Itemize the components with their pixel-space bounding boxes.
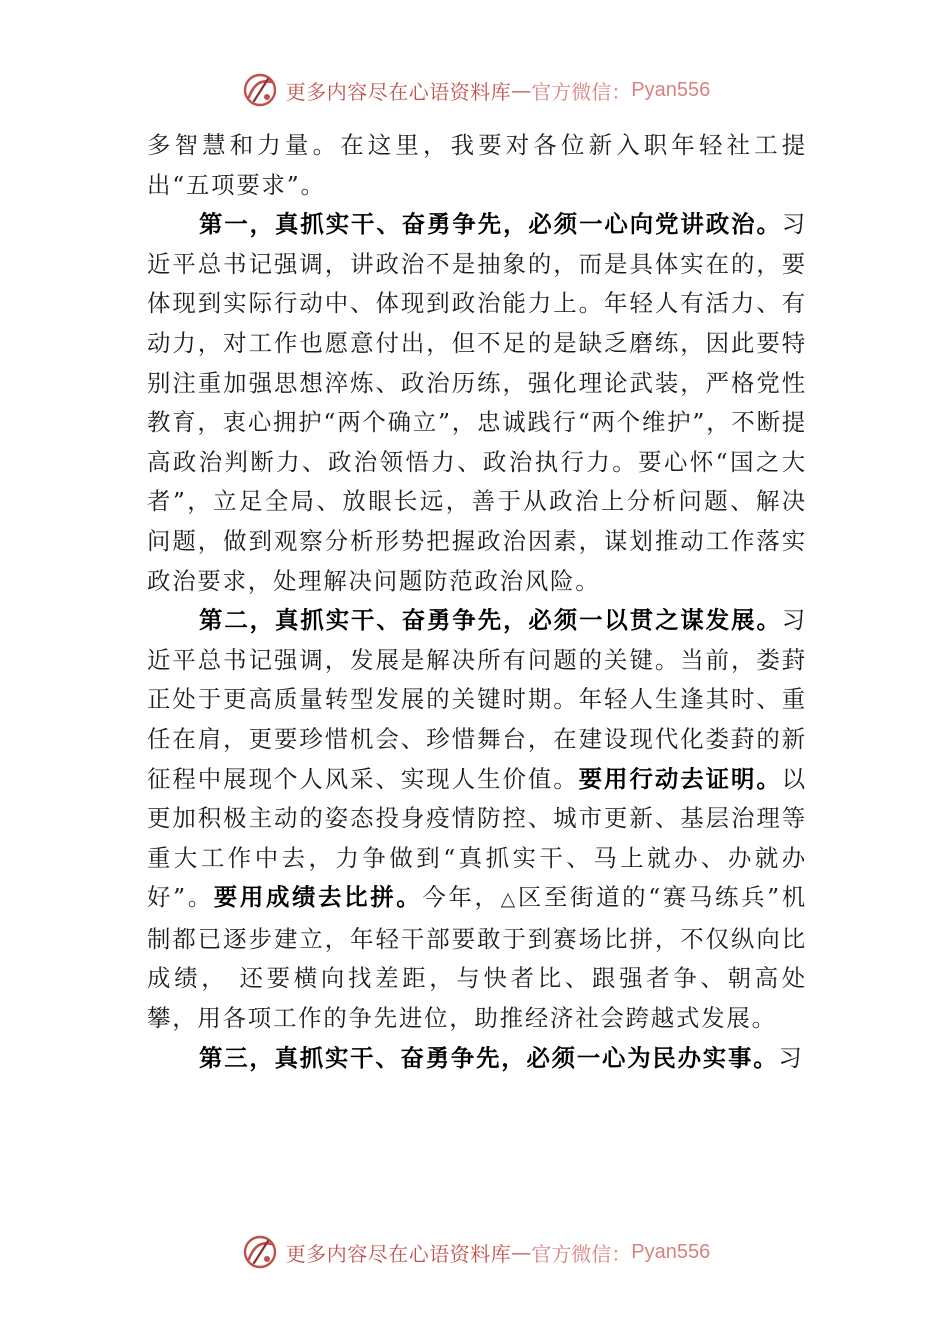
header-wechat-id: Pyan556 bbox=[631, 78, 711, 101]
heading-first-requirement: 第一，真抓实干、奋勇争先，必须一心向党讲政治。 bbox=[199, 210, 782, 239]
footer-wechat-id: Pyan556 bbox=[631, 1240, 711, 1263]
header-banner bbox=[0, 68, 950, 112]
brand-logo-icon bbox=[240, 1232, 280, 1272]
heading-third-requirement: 第三，真抓实干、奋勇争先，必须一心为民办实事。 bbox=[199, 1043, 779, 1072]
footer-wechat-label: 官方微信： bbox=[531, 1241, 632, 1266]
header-dash: — bbox=[511, 78, 532, 102]
brand-logo-icon bbox=[240, 70, 280, 110]
paragraph-third-requirement: 第三，真抓实干、奋勇争先，必须一心为民办实事。习 bbox=[199, 1043, 804, 1072]
heading-second-requirement: 第二，真抓实干、奋勇争先，必须一以贯之谋发展。 bbox=[199, 606, 782, 635]
paragraph-second-requirement: 第二，真抓实干、奋勇争先，必须一以贯之谋发展。习近平总书记强调，发展是解决所有问题的关键。当前，娄葑正处于更高质量转型发展的关键时期。年轻人生逢其时、重任在肩，更要珍惜机会、珍惜舞台，在建设现代化娄葑的新征程中展现个人风采、实现人生价值。要用行动去证明。以更加积极主动的姿态投身疫情防控、城市更新、基层治理等重大工作中去，力争做到“真抓实干、马上就办、办就办好”。要用成绩去比拼。今年，△区至街道的“赛马练兵”机制都已逐步建立，年轻干部要敢于到赛场比拼，不仅纵向比成绩， 还要横向找差距，与快者比、跟强者争、朝高处攀，用各项工作的争先进位，助推经济社会跨越式发展。 bbox=[147, 606, 808, 1033]
paragraph-first-requirement: 第一，真抓实干、奋勇争先，必须一心向党讲政治。习近平总书记强调，讲政治不是抽象的，而是具体实在的，要体现到实际行动中、体现到政治能力上。年轻人有活力、有动力，对工作也愿意付出，但不足的是缺乏磨练，因此要特别注重加强思想淬炼、政治历练，强化理论武装，严格党性教育，衷心拥护“两个确立”，忠诚践行“两个维护”，不断提高政治判断力、政治领悟力、政治执行力。要心怀“国之大者”，立足全局、放眼长远，善于从政治上分析问题、解决问题，做到观察分析形势把握政治因素，谋划推动工作落实政治要求，处理解决问题防范政治风险。 bbox=[147, 210, 807, 595]
document-body bbox=[147, 126, 807, 1078]
unknown-glyph: △ bbox=[500, 888, 518, 911]
footer-dash: — bbox=[511, 1240, 532, 1264]
subheading-results: 要用成绩去比拼。 bbox=[213, 883, 423, 912]
footer-banner bbox=[0, 1230, 950, 1274]
footer-brand-text: 更多内容尽在心语资料库 bbox=[285, 1241, 512, 1266]
subheading-action: 要用行动去证明。 bbox=[578, 764, 782, 793]
paragraph-continuation: 多智慧和力量。在这里，我要对各位新入职年轻社工提出“五项要求”。 bbox=[147, 131, 807, 199]
header-wechat-label: 官方微信： bbox=[531, 79, 632, 104]
header-brand-text: 更多内容尽在心语资料库 bbox=[285, 79, 512, 104]
